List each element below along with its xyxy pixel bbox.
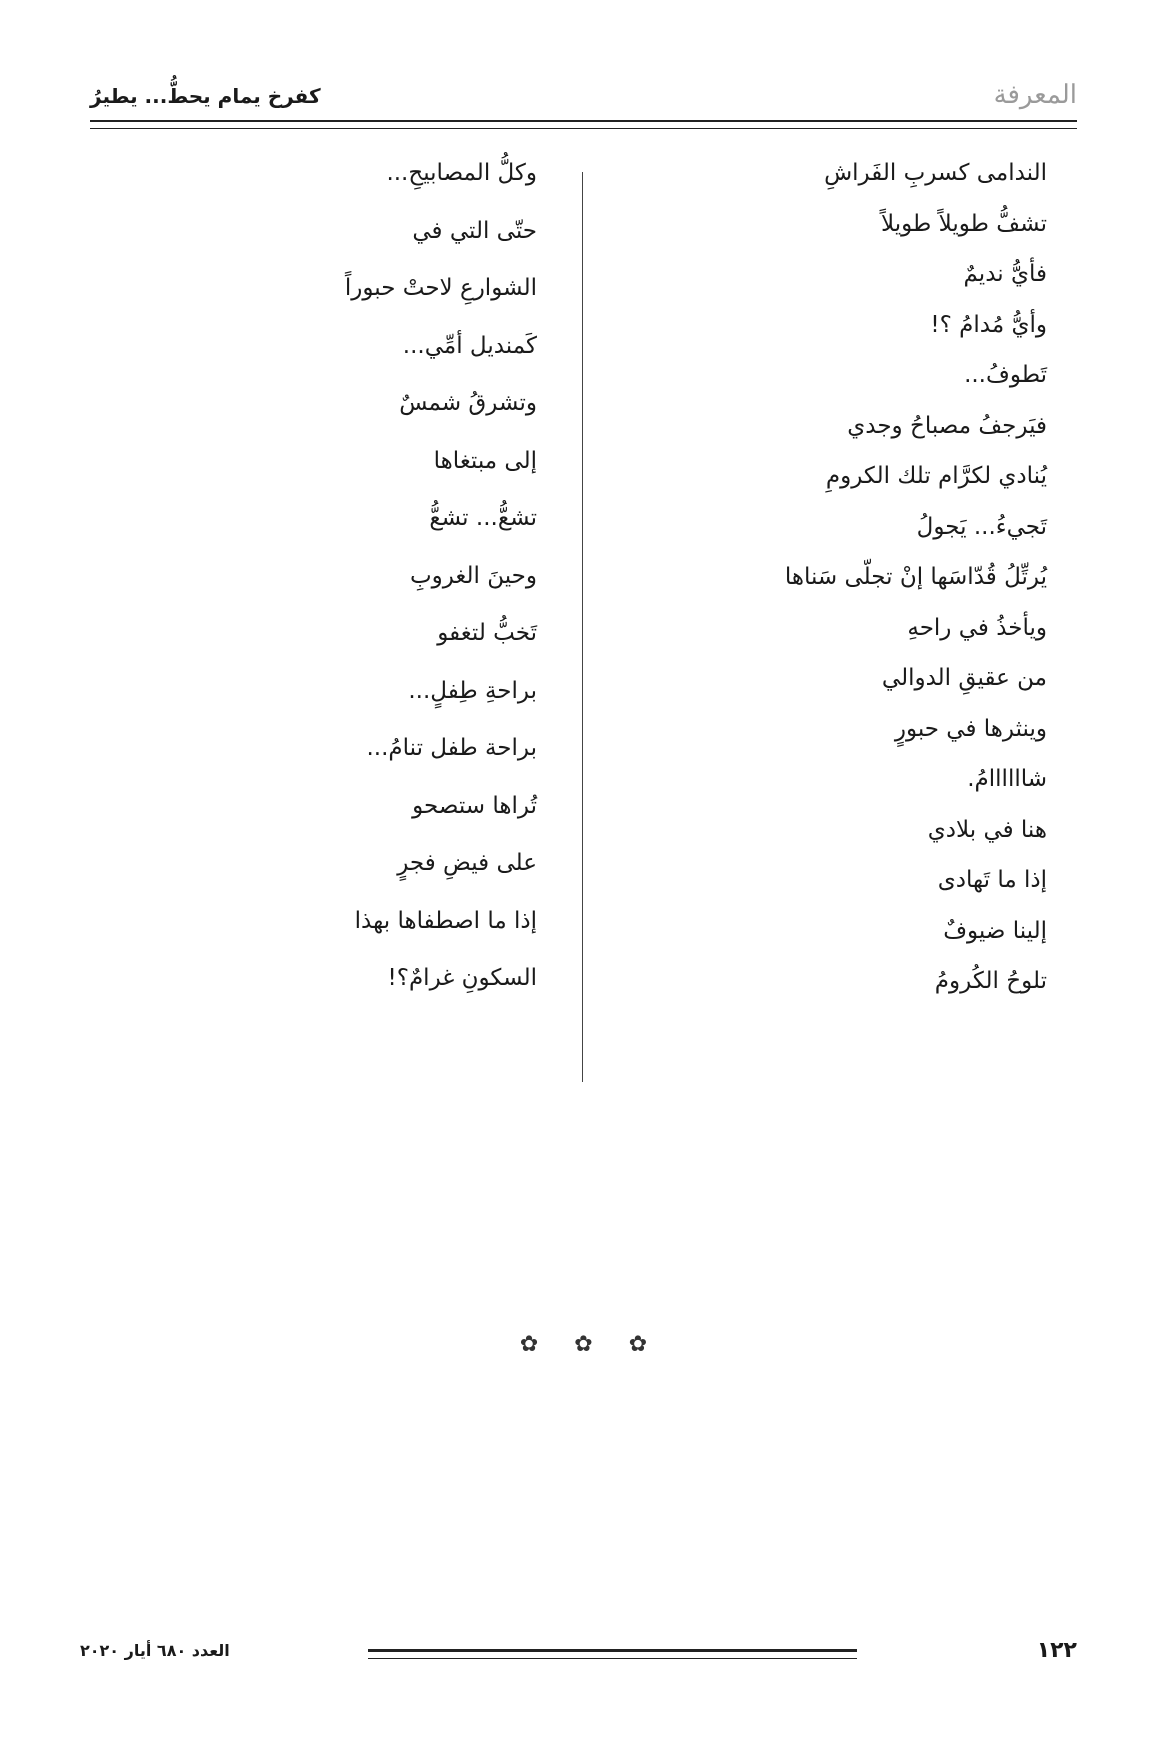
poem-line: وحينَ الغروبِ [409,562,537,589]
poem-line: تَطوفُ... [964,362,1047,388]
poem-line: تَخبُّ لتغفو [437,620,537,646]
poem-line: يُنادي لكرَّام تلك الكرومِ [825,463,1047,489]
poem-line: الشوارعِ لاحتْ حبوراً [344,275,537,301]
poem-line: براحة طفل تنامُ... [366,735,537,761]
poem-line: تَجيءُ... يَجولُ [916,513,1047,540]
poem-line: فأيُّ نديمٌ [963,261,1047,287]
magazine-logo: المعرفة [993,80,1077,110]
poem-line: تشفُّ طويلاً طويلاً [881,210,1047,237]
poem-line: وكلُّ المصابيحِ... [386,160,537,186]
flower-ornament-icon: ✿ [574,1332,593,1357]
poem-line: تشعُّ... تشعُّ [429,505,537,531]
poem-line: تُراها ستصحو [412,792,537,819]
poem-line: على فيضِ فجرٍ [397,850,537,876]
page-footer [80,1638,1087,1668]
poem-line: تلوحُ الكُرومُ [934,968,1047,994]
poem-line: وتشرقُ شمسٌ [399,390,537,416]
running-title: كفرخ يمام يحطُّ... يطيرُ [90,84,321,108]
section-ornament [0,1332,1167,1357]
flower-ornament-icon: ✿ [519,1332,539,1357]
poem-line: وينثرها في حبورٍ [894,715,1047,742]
column-divider [582,172,583,1082]
flower-ornament-icon: ✿ [628,1332,648,1357]
page-header [90,80,1077,120]
poem-line: إذا ما تَهادى [937,867,1047,893]
poem-line: إذا ما اصطفاها بهذا [354,907,537,934]
poem-line: إلينا ضيوفٌ [943,917,1047,944]
poem-line: إلى مبتغاها [433,447,537,474]
poem-line: ويأخذُ في راحهِ [907,614,1047,641]
page-number: ١٢٢ [1036,1638,1077,1663]
poem-line: براحةِ طِفلٍ... [408,677,537,704]
poem-line: الندامى كسربِ الفَراشِ [824,160,1047,186]
poem-line: وأيُّ مُدامُ ؟! [930,311,1047,338]
poem-line: السكونِ غرامٌ؟! [387,965,537,991]
poem-line: فيَرجفُ مصباحُ وجدي [847,412,1047,439]
header-rule [90,120,1077,129]
issue-info: العدد ٦٨٠ أيار ٢٠٢٠ [80,1641,230,1660]
poem-line: يُرتِّلُ قُدّاسَها إنْ تجلّى سَناها [784,564,1047,590]
poem-line: حتّى التي في [412,217,537,244]
poem-line: من عقيقِ الدوالي [881,665,1047,691]
poem-line: شاااااامُ. [967,766,1047,792]
footer-rule [368,1649,857,1659]
poem-line: كَمنديل أمِّي... [402,332,537,359]
poem-line: هنا في بلادي [927,816,1047,843]
